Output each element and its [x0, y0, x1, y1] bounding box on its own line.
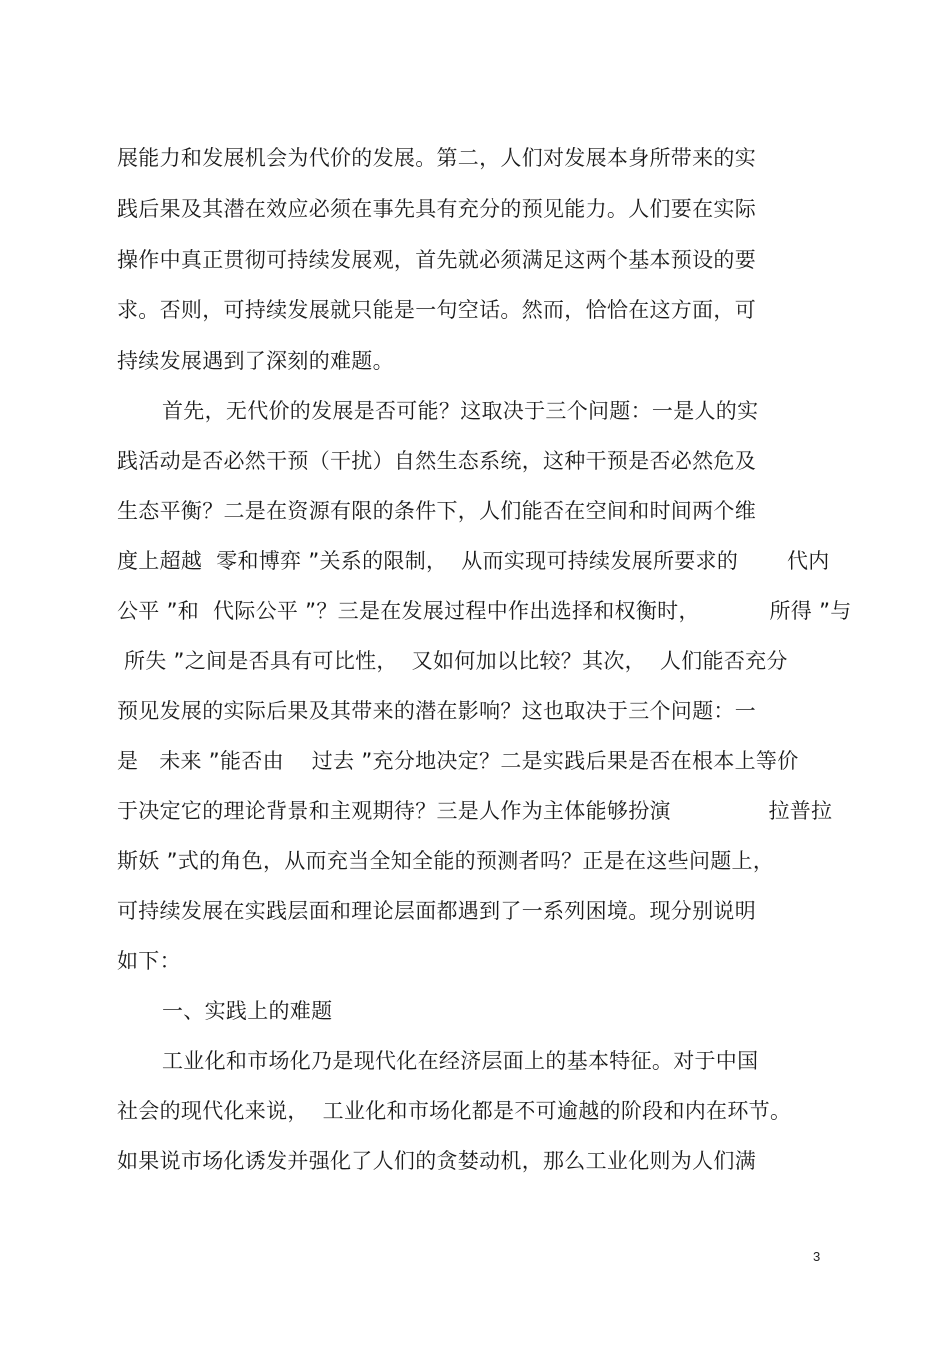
text-line: 操作中真正贯彻可持续发展观，首先就必须满足这两个基本预设的要	[117, 248, 756, 272]
text-line: 是 未来 ”能否由 过去 ”充分地决定？二是实践后果是否在根本上等价	[117, 749, 799, 773]
paragraph-first-line: 工业化和市场化乃是现代化在经济层面上的基本特征。对于中国	[162, 1049, 759, 1073]
text-line: 于决定它的理论背景和主观期待？三是人作为主体能够扮演 拉普拉	[117, 799, 833, 823]
text-line: 如下：	[117, 949, 181, 973]
text-line: 公平 ”和 代际公平 ”？三是在发展过程中作出选择和权衡时， 所得 ”与	[117, 599, 852, 623]
text-line: 预见发展的实际后果及其带来的潜在影响？这也取决于三个问题：一	[117, 699, 756, 723]
text-line: 践后果及其潜在效应必须在事先具有充分的预见能力。人们要在实际	[117, 197, 756, 221]
text-line: 可持续发展在实践层面和理论层面都遇到了一系列困境。现分别说明	[117, 899, 756, 923]
text-line: 生态平衡？二是在资源有限的条件下，人们能否在空间和时间两个维	[117, 499, 756, 523]
text-line: 践活动是否必然干预（干扰）自然生态系统，这种干预是否必然危及	[117, 449, 756, 473]
text-line: 斯妖 ”式的角色，从而充当全知全能的预测者吗？正是在这些问题上，	[117, 849, 775, 873]
section-heading: 一、实践上的难题	[162, 999, 333, 1023]
text-line: 展能力和发展机会为代价的发展。第二，人们对发展本身所带来的实	[117, 146, 756, 170]
text-line: 度上超越 零和博弈 ”关系的限制， 从而实现可持续发展所要求的 代内	[117, 549, 830, 573]
page-number: 3	[813, 1249, 821, 1264]
text-line: 所失 ”之间是否具有可比性， 又如何加以比较？其次， 人们能否充分	[117, 649, 788, 673]
text-line: 持续发展遇到了深刻的难题。	[117, 349, 394, 373]
text-line: 如果说市场化诱发并强化了人们的贪婪动机，那么工业化则为人们满	[117, 1149, 756, 1173]
paragraph-first-line: 首先，无代价的发展是否可能？这取决于三个问题：一是人的实	[162, 399, 759, 423]
text-line: 求。否则，可持续发展就只能是一句空话。然而，恰恰在这方面，可	[117, 298, 756, 322]
text-line: 社会的现代化来说， 工业化和市场化都是不可逾越的阶段和内在环节。	[117, 1099, 792, 1123]
